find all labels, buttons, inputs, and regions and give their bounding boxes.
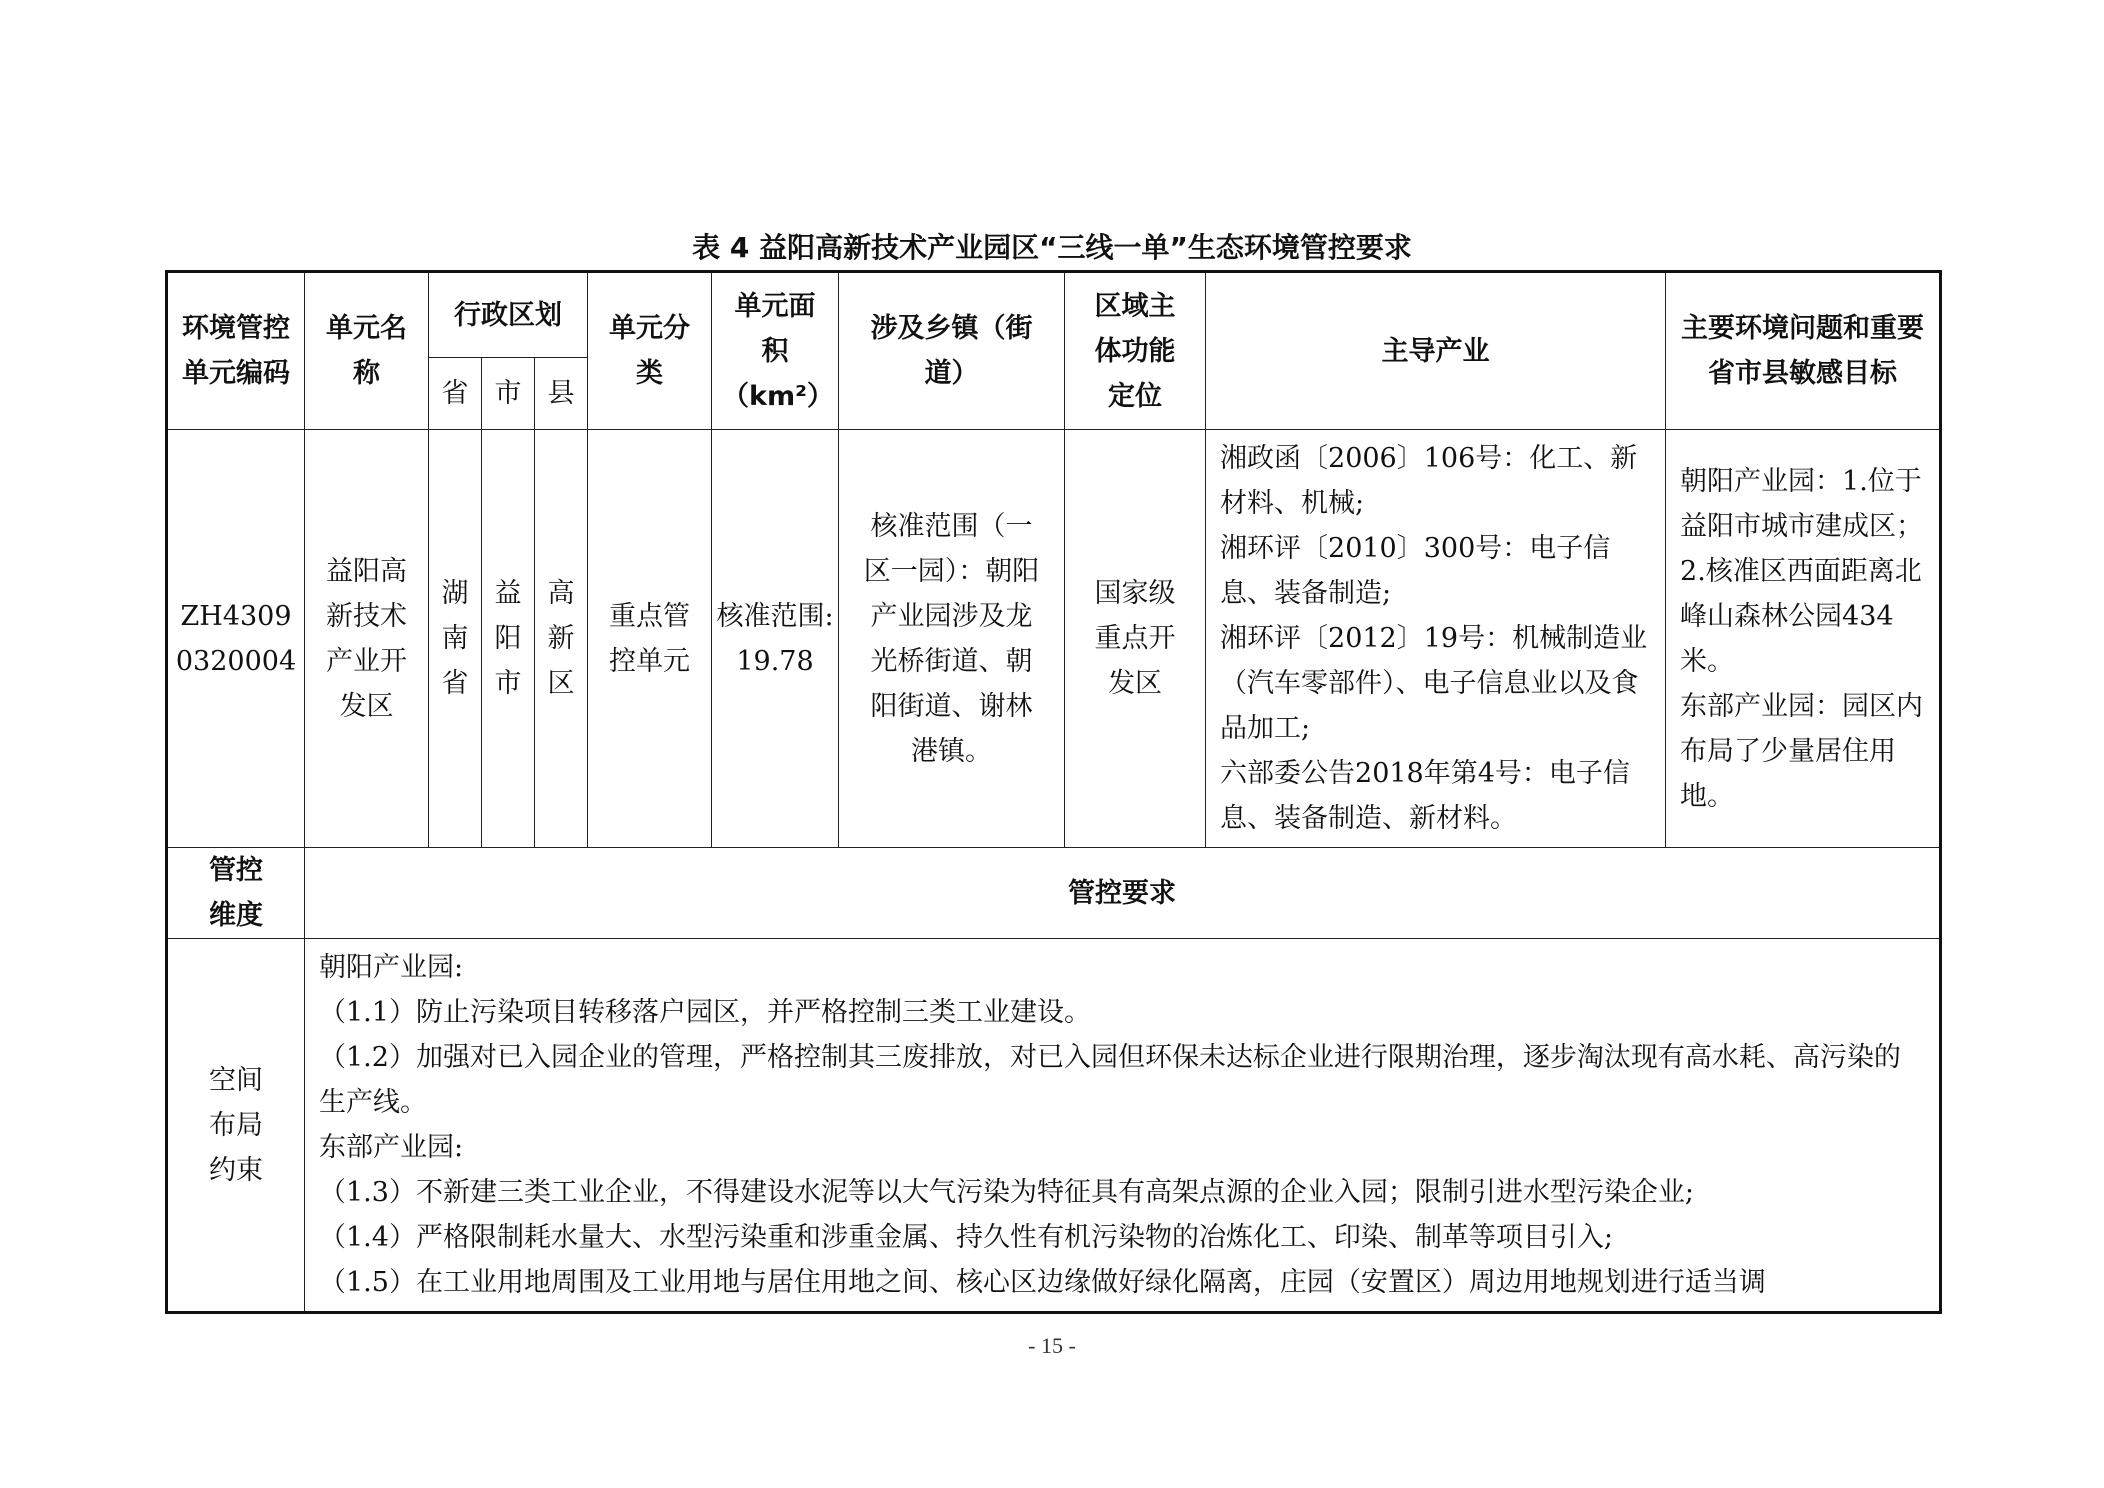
header-industry: 主导产业 <box>1206 272 1666 430</box>
header-name <box>305 272 429 430</box>
header-county: 县 <box>535 358 588 430</box>
header-category <box>588 272 712 430</box>
cell-area <box>712 430 839 848</box>
area-line-1: 核准范围: <box>716 600 834 632</box>
control-dimension-text: 管控维度 <box>209 855 263 931</box>
header-towns <box>839 272 1065 430</box>
cell-category-text: 重点管控单元 <box>609 600 691 677</box>
cell-city <box>482 430 535 848</box>
requirement-line: （1.5）在工业用地周围及工业用地与居住用地之间、核心区边缘做好绿化隔离，庄园（安置区）周边用地规划进行适当调 <box>319 1267 1766 1298</box>
table-row <box>167 430 1941 848</box>
cell-city-text: 益阳市 <box>494 578 522 699</box>
requirement-line: 朝阳产业园: <box>319 952 464 983</box>
cell-category <box>588 430 712 848</box>
requirement-line: （1.1）防止污染项目转移落户园区，并严格控制三类工业建设。 <box>319 997 1091 1028</box>
header-area-text: 单元面积（km²） <box>722 290 834 412</box>
spatial-dimension-text: 空间布局约束 <box>209 1064 263 1186</box>
header-name-text: 单元名称 <box>326 313 407 389</box>
header-function <box>1065 272 1206 430</box>
cell-county-text: 高新区 <box>547 578 575 699</box>
header-admin: 行政区划 <box>429 272 588 358</box>
code-line-2: 0320004 <box>175 645 297 677</box>
industry-item: 湘环评〔2010〕300号：电子信息、装备制造; <box>1220 533 1611 609</box>
spatial-dimension <box>167 939 305 1313</box>
cell-county <box>535 430 588 848</box>
cell-code <box>167 430 305 848</box>
page-number: - 15 - <box>1028 1333 1076 1358</box>
industry-item: 湘政函〔2006〕106号：化工、新材料、机械; <box>1220 443 1638 519</box>
cell-province-text: 湖南省 <box>441 578 469 699</box>
table-title: 表 4 益阳高新技术产业园区“三线一单”生态环境管控要求 <box>692 231 1412 264</box>
cell-name <box>305 430 429 848</box>
header-category-text: 单元分类 <box>609 313 691 389</box>
header-area <box>712 272 839 430</box>
requirement-line: （1.4）严格限制耗水量大、水型污染重和涉重金属、持久性有机污染物的冶炼化工、印染、制革等项目引入; <box>319 1222 1614 1253</box>
header-code <box>167 272 305 430</box>
control-table <box>165 270 1942 1314</box>
industry-item: 湘环评〔2012〕19号：机械制造业（汽车零部件）、电子信息业以及食品加工; <box>1220 623 1648 744</box>
header-issues-text: 主要环境问题和重要省市县敏感目标 <box>1681 313 1925 389</box>
header-city: 市 <box>482 358 535 430</box>
cell-towns <box>839 430 1065 848</box>
industry-item: 六部委公告2018年第4号：电子信息、装备制造、新材料。 <box>1220 758 1630 834</box>
cell-name-text: 益阳高新技术产业开发区 <box>326 555 407 722</box>
code-line-1: ZH4309 <box>180 600 292 632</box>
control-dimension-header <box>167 848 305 939</box>
cell-function <box>1065 430 1206 848</box>
cell-issues <box>1666 430 1941 848</box>
issue-item: 东部产业园：园区内布局了少量居住用地。 <box>1680 690 1924 812</box>
header-province: 省 <box>429 358 482 430</box>
header-function-text: 区域主体功能定位 <box>1094 290 1176 412</box>
cell-industry <box>1206 430 1666 848</box>
header-towns-text: 涉及乡镇（街道） <box>870 313 1033 389</box>
requirement-line: 东部产业园: <box>319 1132 464 1163</box>
issue-item: 朝阳产业园：1.位于益阳市城市建成区；2.核准区西面距离北峰山森林公园434米。 <box>1680 465 1924 677</box>
area-line-2: 19.78 <box>736 645 814 677</box>
cell-function-text: 国家级重点开发区 <box>1094 578 1176 699</box>
cell-towns-text: 核准范围（一区一园）：朝阳产业园涉及龙光桥街道、朝阳街道、谢林港镇。 <box>863 510 1040 767</box>
header-issues <box>1666 272 1941 430</box>
header-code-text: 环境管控单元编码 <box>182 313 290 389</box>
cell-province <box>429 430 482 848</box>
requirement-line: （1.3）不新建三类工业企业，不得建设水泥等以大气污染为特征具有高架点源的企业入园；限制引进水型污染企业; <box>319 1177 1695 1208</box>
requirement-line: （1.2）加强对已入园企业的管理，严格控制其三废排放，对已入园但环保未达标企业进行限期治理，逐步淘汰现有高水耗、高污染的生产线。 <box>319 1042 1901 1118</box>
spatial-requirements <box>305 939 1941 1313</box>
control-requirement-header: 管控要求 <box>305 848 1941 939</box>
